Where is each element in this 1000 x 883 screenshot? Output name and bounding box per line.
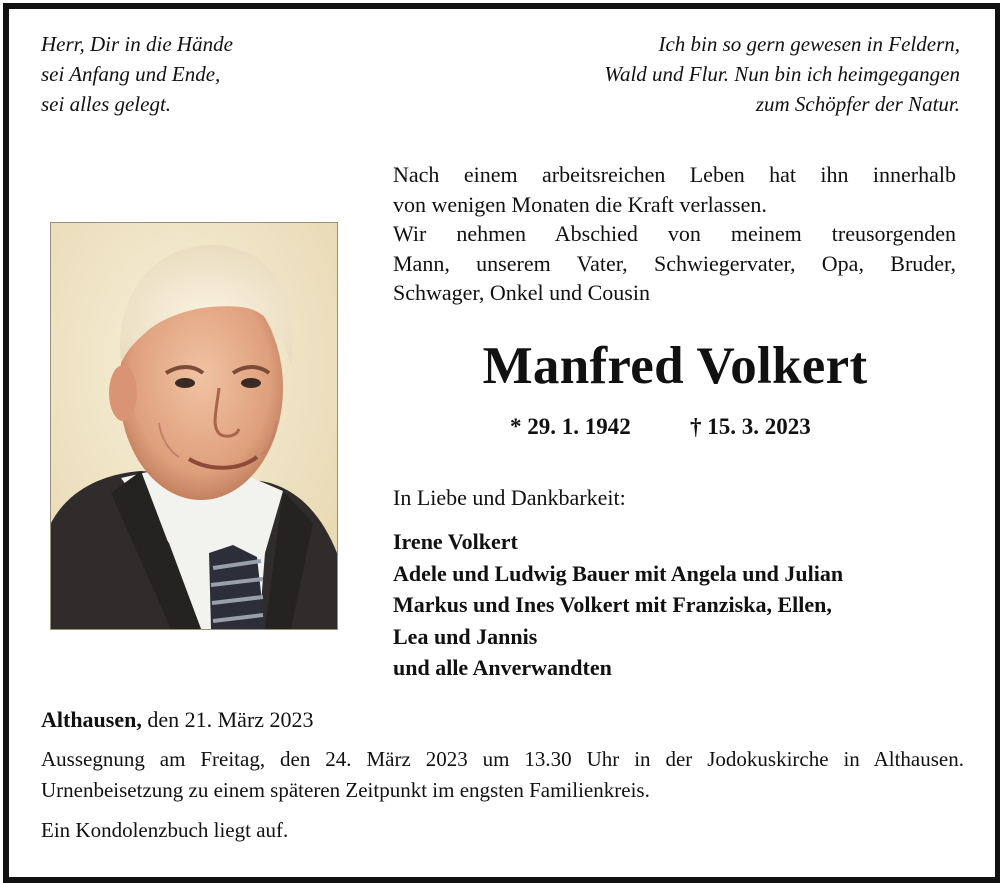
verse-left-line: Herr, Dir in die Hände xyxy=(41,32,233,56)
intro-text xyxy=(393,160,956,308)
mourner-line: Irene Volkert xyxy=(393,529,518,554)
verse-right-line: zum Schöpfer der Natur. xyxy=(755,92,960,116)
mourners-list xyxy=(393,526,953,684)
portrait-illustration xyxy=(51,223,337,629)
intro-line: von wenigen Monaten die Kraft verlassen. xyxy=(393,191,767,217)
service-info xyxy=(41,744,964,806)
verse-left-line: sei Anfang und Ende, xyxy=(41,62,221,86)
mourner-line: Adele und Ludwig Bauer mit Angela und Julian xyxy=(393,560,844,586)
mourner-line: Lea und Jannis xyxy=(393,623,538,649)
deceased-name: Manfred Volkert xyxy=(482,337,868,395)
verse-right-line: Wald und Flur. Nun bin ich heimgegangen xyxy=(604,62,960,86)
birth-date: * 29. 1. 1942 xyxy=(510,414,631,439)
verse-left-line: sei alles gelegt. xyxy=(41,92,172,116)
notice-date: den 21. März 2023 xyxy=(141,707,314,732)
intro-line: Wir nehmen Abschied von meinem treusorgenden xyxy=(393,221,956,246)
intro-line: Mann, unserem Vater, Schwiegervater, Opa, Bruder, xyxy=(393,250,956,276)
place-name: Althausen, xyxy=(41,707,142,732)
condolence-note: Ein Kondolenzbuch liegt auf. xyxy=(41,818,289,842)
mourner-line: und alle Anverwandten xyxy=(393,655,612,680)
thanks-label: In Liebe und Dankbarkeit: xyxy=(393,485,626,510)
place-date xyxy=(41,705,314,735)
portrait-photo xyxy=(50,222,338,630)
service-line: Aussegnung am Freitag, den 24. März 2023 um 13.30 Uhr in der Jodokuskirche in Althausen. xyxy=(41,747,964,771)
verse-left xyxy=(41,29,361,119)
verse-right xyxy=(480,29,960,119)
mourner-line: Markus und Ines Volkert mit Franziska, Ellen, xyxy=(393,592,832,617)
verse-right-line: Ich bin so gern gewesen in Feldern, xyxy=(658,32,960,56)
death-date: † 15. 3. 2023 xyxy=(690,414,811,439)
intro-line: Schwager, Onkel und Cousin xyxy=(393,280,650,305)
service-line: Urnenbeisetzung zu einem späteren Zeitpunkt im engsten Familienkreis. xyxy=(41,778,650,802)
intro-line: Nach einem arbeitsreichen Leben hat ihn innerhalb xyxy=(393,162,956,187)
